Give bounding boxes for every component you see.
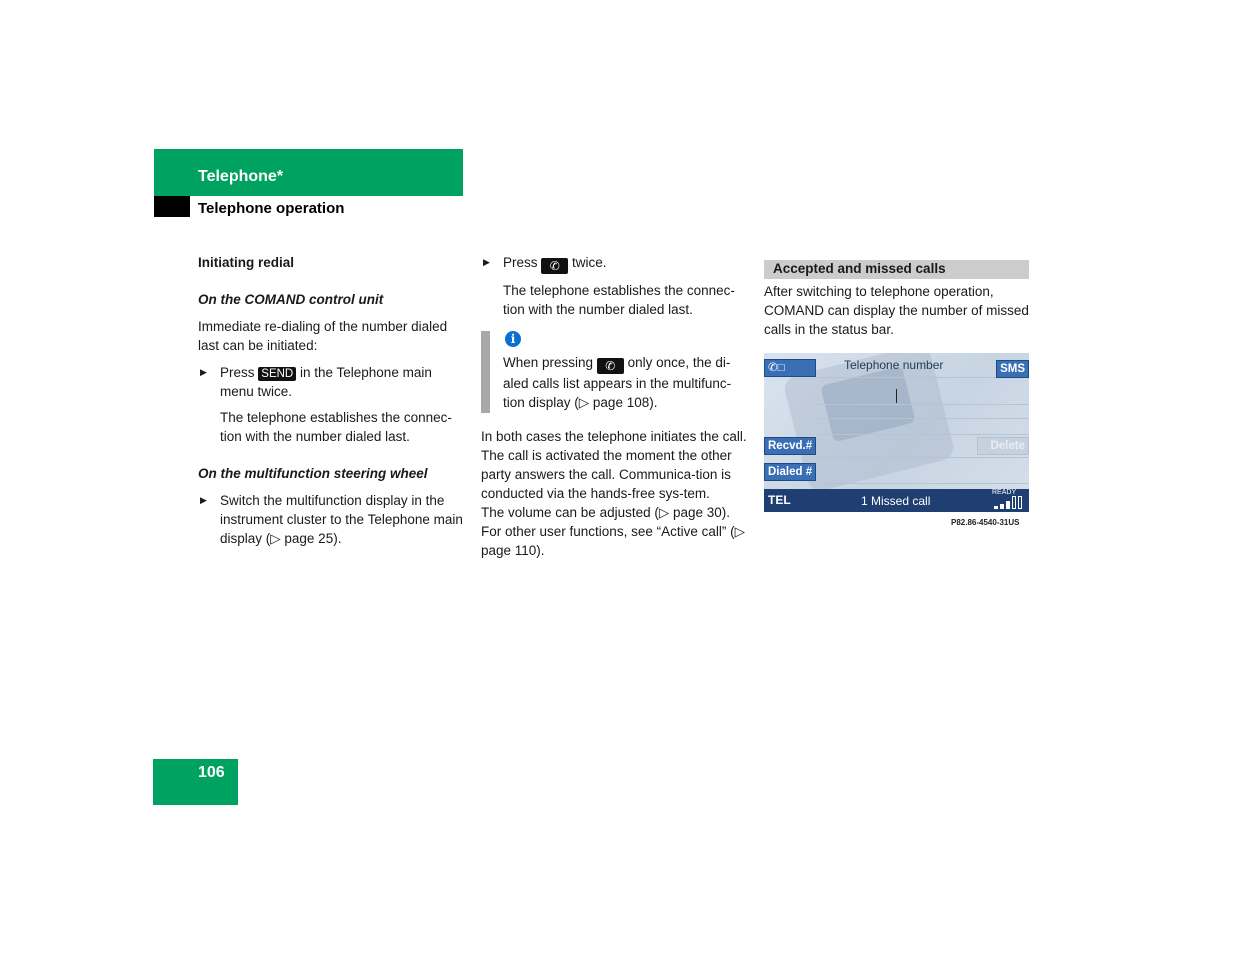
info-text-pre: When pressing <box>503 355 594 370</box>
result-connection: The telephone establishes the connec-tion with the number dialed last. <box>503 283 735 317</box>
step-text: twice. <box>568 255 607 270</box>
comand-screen <box>764 353 1029 512</box>
divider <box>818 434 1029 435</box>
page-number-box <box>153 759 238 805</box>
left-column <box>198 253 464 548</box>
phone-key-icon: ✆ <box>541 258 568 274</box>
telephone-icon-button[interactable] <box>764 359 816 377</box>
divider <box>818 418 1029 419</box>
step-text: Press <box>503 255 538 270</box>
heading-accepted-missed <box>764 260 1029 279</box>
right-column <box>764 282 1030 339</box>
divider <box>818 483 1029 484</box>
recvd-button[interactable]: Recvd.# <box>764 437 816 455</box>
section-marker <box>154 196 190 217</box>
telephone-icon: ✆□ <box>768 362 785 374</box>
screen-title: Telephone number <box>844 358 944 372</box>
status-missed-call: 1 Missed call <box>861 494 931 508</box>
divider <box>818 404 1029 405</box>
info-text-post: only once, the di-aled calls list appears in the multifunc-tion display (▷ page 108). <box>503 355 732 410</box>
chapter-title: Telephone* <box>198 168 284 185</box>
figure-caption: P82.86-4540-31US <box>951 518 1020 527</box>
paragraph-other-functions: For other user functions, see “Active call” (▷ page 110). <box>481 524 745 558</box>
step-switch-display: ▶ Switch the multifunction display in the instrument cluster to the Telephone main display (▷ page 25). <box>198 491 464 548</box>
step-text: Press <box>220 365 255 380</box>
paragraph-call-activation: In both cases the telephone initiates the call. The call is activated the moment the other party answers the call. Communica-tion is conducted via the hands-free sys-tem. <box>481 429 747 501</box>
heading-initiating-redial: Initiating redial <box>198 255 295 270</box>
info-text <box>503 353 747 412</box>
step-press-phone <box>481 253 747 274</box>
paragraph-redial-intro: Immediate re-dialing of the number dialed last can be initiated: <box>198 319 448 353</box>
text-cursor <box>896 389 897 403</box>
paragraph-missed-calls: After switching to telephone operation, COMAND can display the number of missed calls in the status bar. <box>764 284 1029 337</box>
status-ready: READY <box>992 489 1017 496</box>
info-note <box>503 353 747 412</box>
signal-strength-icon <box>994 498 1028 509</box>
dialed-button[interactable]: Dialed # <box>764 463 816 481</box>
subheading-steering-wheel: On the multifunction steering wheel <box>198 466 428 481</box>
sms-button[interactable]: SMS <box>996 360 1029 378</box>
section-title: Telephone operation <box>198 200 345 217</box>
divider <box>818 457 1029 458</box>
send-key-icon: SEND <box>258 367 296 381</box>
status-bar <box>764 489 1029 512</box>
page-number: 106 <box>198 764 225 781</box>
info-icon: i <box>505 331 521 347</box>
result-connection: The telephone establishes the connec-tion with the number dialed last. <box>220 410 452 444</box>
heading-text: Accepted and missed calls <box>773 261 946 276</box>
status-tel: TEL <box>768 493 791 507</box>
delete-button[interactable]: Delete <box>977 437 1029 455</box>
info-box-bar <box>481 331 490 413</box>
step-press-send <box>198 363 464 401</box>
paragraph-volume: The volume can be adjusted (▷ page 30). <box>481 505 731 520</box>
middle-body <box>481 427 747 560</box>
middle-column <box>481 253 747 319</box>
phone-key-icon: ✆ <box>597 358 624 374</box>
step-text: in the Telephone main menu twice. <box>220 365 432 399</box>
subheading-comand: On the COMAND control unit <box>198 292 384 307</box>
